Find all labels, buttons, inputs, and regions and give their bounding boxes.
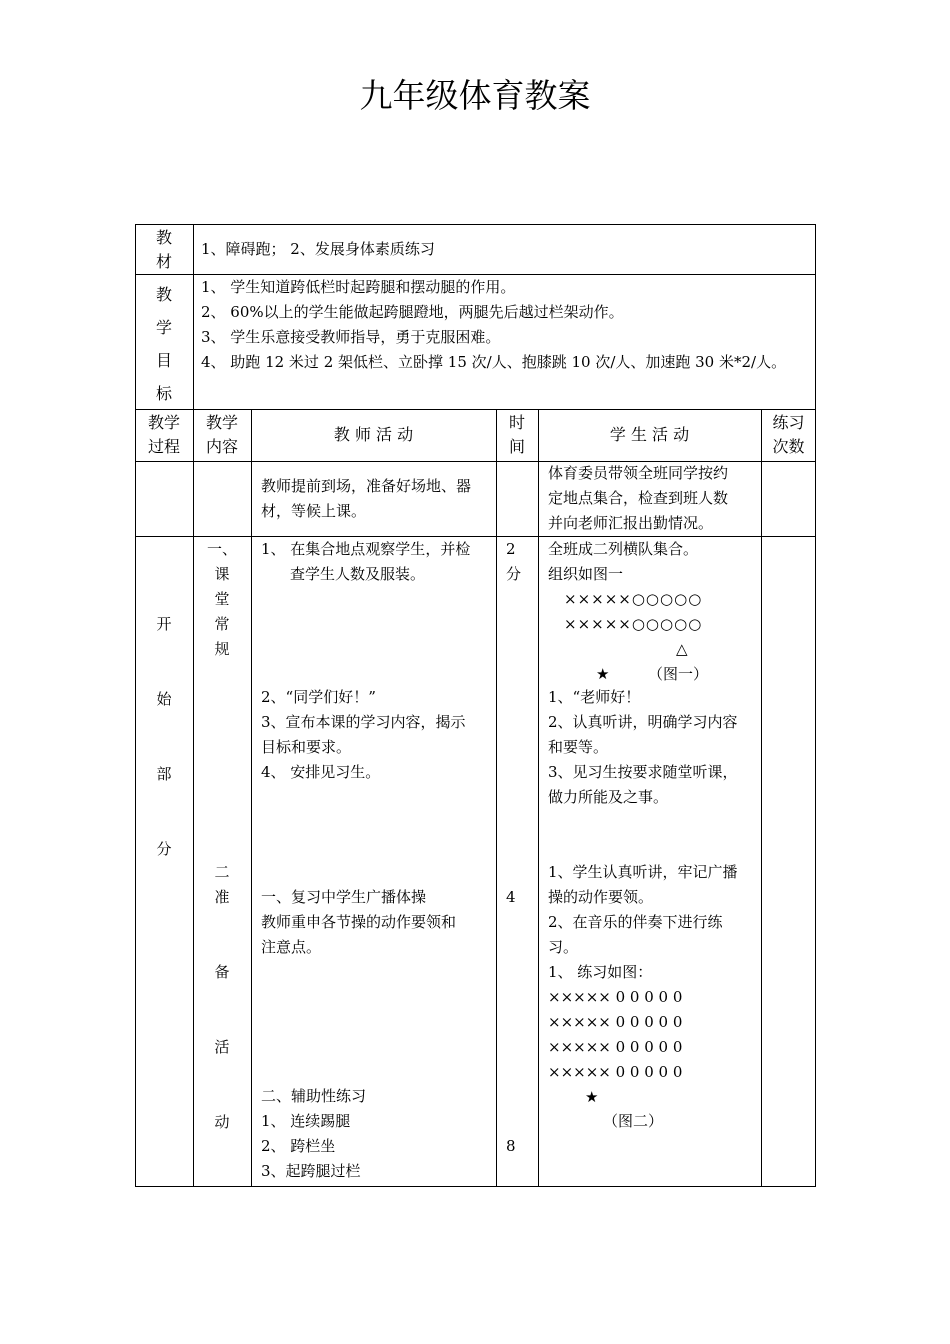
formation-row: ××××× 0 0 0 0 0 [548, 988, 683, 1006]
material-label: 教 材 [155, 228, 172, 271]
header-time: 时 间 [508, 413, 525, 456]
material-content: 1、障碍跑； 2、发展身体素质练习 [201, 240, 435, 258]
student-line: 操的动作要领。 [548, 888, 654, 906]
student-line: 组织如图一 [548, 565, 624, 583]
formation-row: ××××× 0 0 0 0 0 [548, 1038, 683, 1056]
formation-row: ×××××○○○○○ [564, 615, 703, 633]
student-line: 2、认真听讲，明确学习内容 [548, 713, 738, 731]
formation-row: ×××××○○○○○ [564, 590, 703, 608]
time-value: 2 [506, 540, 516, 558]
warmup-label: 二 准 备 活 动 [214, 863, 230, 1131]
aux-title: 二、辅助性练习 [261, 1087, 367, 1105]
col-divider [251, 409, 252, 1187]
goal-item: 1、 学生知道跨低栏时起跨腿和摆动腿的作用。 [201, 278, 516, 296]
exercise-line: 教师重申各节操的动作要领和 [261, 913, 457, 931]
header-teacher-activity: 教 师 活 动 [333, 425, 414, 444]
time-value: 4 [506, 888, 516, 906]
formation-row: ××××× 0 0 0 0 0 [548, 1013, 683, 1031]
teacher-step: 3、宣布本课的学习内容，揭示 [261, 713, 466, 731]
col-divider [538, 409, 539, 1187]
student-line: 1、“老师好！ [548, 688, 641, 706]
col-divider [496, 409, 497, 1187]
student-line: 和要等。 [548, 738, 609, 756]
goal-item: 4、 助跑 12 米过 2 架低栏、立卧撑 15 次/人、抱膝跳 10 次/人、加速跑 30 米*2/人。 [201, 353, 787, 371]
aux-item: 1、 连续踢腿 [261, 1112, 351, 1130]
exercise-title: 一、复习中学生广播体操 [261, 888, 427, 906]
pre-teacher-line: 材，等候上课。 [261, 502, 367, 520]
figure-caption: （图一） [648, 665, 709, 683]
teacher-step: 1、 在集合地点观察学生，并检 [261, 540, 471, 558]
triangle-icon: △ [676, 640, 688, 658]
goal-item: 2、 60%以上的学生能做起跨腿蹬地，两腿先后越过栏架动作。 [201, 303, 624, 321]
formation-row: ××××× 0 0 0 0 0 [548, 1063, 683, 1081]
student-line: 3、见习生按要求随堂听课， [548, 763, 738, 781]
student-line: 全班成二列横队集合。 [548, 540, 699, 558]
pre-student-line: 定地点集合，检查到班人数 [548, 489, 729, 507]
aux-item: 2、 跨栏坐 [261, 1137, 336, 1155]
col-divider [761, 409, 762, 1187]
page-title: 九年级体育教案 [359, 76, 591, 115]
goals-label: 教 学 目 标 [155, 285, 172, 403]
student-line: 1、学生认真听讲，牢记广播 [548, 863, 738, 881]
star-icon: ★ [585, 1088, 599, 1106]
student-line: 做力所能及之事。 [548, 788, 669, 806]
teacher-step: 2、“同学们好！” [261, 688, 376, 706]
time-value: 8 [506, 1137, 516, 1155]
pre-teacher-line: 教师提前到场，准备好场地、器 [261, 477, 472, 495]
teacher-step: 4、 安排见习生。 [261, 763, 381, 781]
student-line: 2、在音乐的伴奏下进行练 [548, 913, 723, 931]
goal-item: 3、 学生乐意接受教师指导，勇于克服困难。 [201, 328, 501, 346]
header-content: 教学 内容 [205, 413, 238, 456]
section-label: 开 始 部 分 [156, 615, 172, 858]
time-value: 分 [506, 565, 522, 583]
pre-student-line: 体育委员带领全班同学按约 [548, 464, 729, 482]
student-line: 习。 [548, 938, 579, 956]
teacher-step: 查学生人数及服装。 [290, 565, 426, 583]
pre-student-line: 并向老师汇报出勤情况。 [548, 514, 714, 532]
row-divider [135, 409, 816, 410]
header-process: 教学 过程 [147, 413, 180, 456]
routine-label: 一、 课 堂 常 规 [206, 540, 237, 658]
star-icon: ★ [596, 665, 610, 683]
aux-item: 3、起跨腿过栏 [261, 1162, 361, 1180]
header-student-activity: 学 生 活 动 [609, 425, 690, 444]
exercise-line: 注意点。 [261, 938, 322, 956]
teacher-step: 目标和要求。 [261, 738, 352, 756]
header-practice-count: 练习 次数 [772, 413, 805, 456]
student-line: 1、 练习如图： [548, 963, 653, 981]
figure-caption: （图二） [603, 1112, 664, 1130]
